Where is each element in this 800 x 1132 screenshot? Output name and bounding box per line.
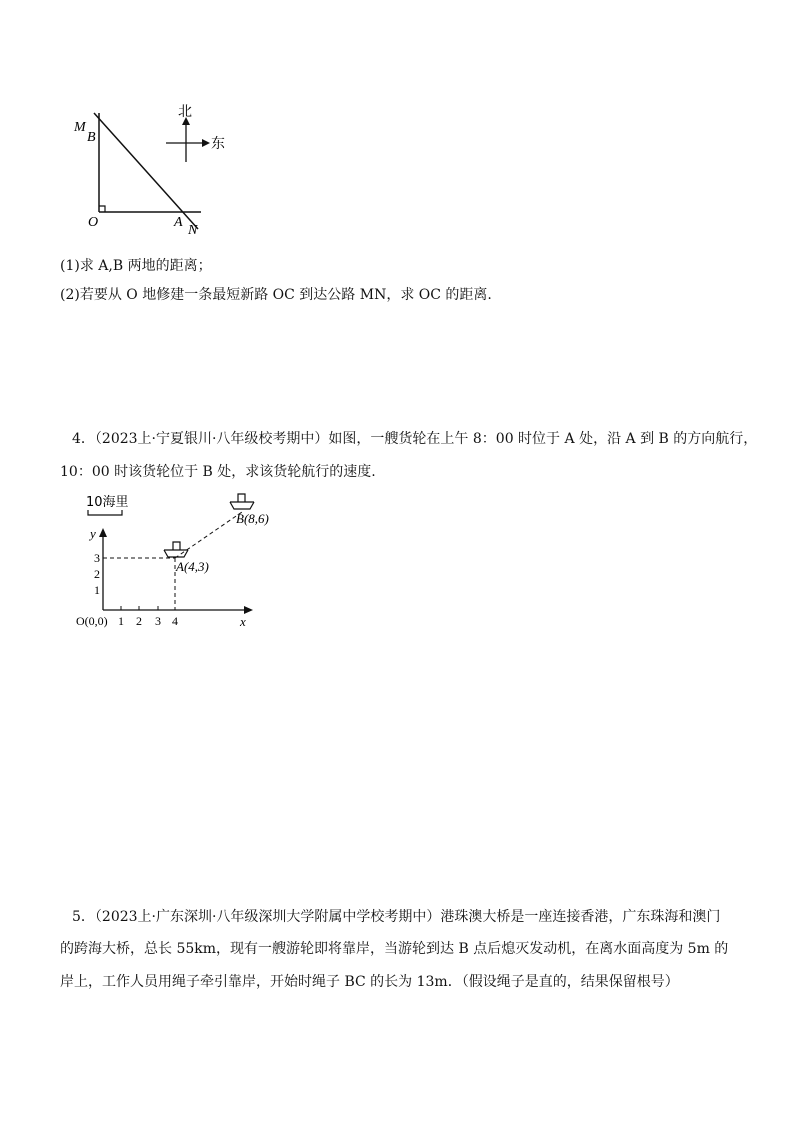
point-a-label: A(4,3) [176, 559, 209, 574]
x-axis-label: x [240, 614, 246, 629]
y-tick-2: 2 [94, 567, 100, 581]
label-a: A [174, 215, 183, 230]
scale-label: 10海里 [86, 495, 129, 510]
x-tick-2: 2 [136, 614, 142, 628]
q4-text-line2: 10：00 时该货轮位于 B 处，求该货轮航行的速度. [60, 464, 376, 480]
y-axis-arrow-icon [99, 528, 107, 537]
ship-b-icon [230, 494, 254, 509]
q5-text-line3: 岸上，工作人员用绳子牵引靠岸，开始时绳子 BC 的长为 13m．（假设绳子是直的，结果保留根号） [60, 974, 679, 990]
point-b-label: B(8,6) [236, 511, 269, 526]
label-m: M [74, 120, 86, 135]
y-tick-3: 3 [94, 551, 100, 565]
scale-bar [88, 510, 122, 515]
coordinate-figure [70, 488, 270, 633]
x-tick-4: 4 [172, 614, 178, 628]
y-axis-label: y [90, 526, 96, 541]
ship-a-icon [164, 542, 188, 557]
q4-text-line1: 4．（2023上·宁夏银川·八年级校考期中）如图，一艘货轮在上午 8：00 时位于 A 处，沿 A 到 B 的方向航行， [72, 431, 758, 447]
label-b: B [87, 130, 96, 145]
compass-east-label: 东 [211, 136, 225, 152]
label-n: N [188, 223, 198, 238]
label-o: O [88, 215, 99, 230]
y-tick-1: 1 [94, 583, 100, 597]
x-tick-1: 1 [118, 614, 124, 628]
east-arrow-icon [202, 139, 210, 147]
q5-text-line2: 的跨海大桥，总长 55km，现有一艘游轮即将靠岸，当游轮到达 B 点后熄灭发动机，在离水面高度为 5m 的 [60, 941, 729, 957]
right-angle-mark [99, 206, 105, 212]
origin-label: O(0,0) [76, 614, 108, 628]
compass-north-label: 北 [178, 104, 192, 120]
q5-text-line1: 5．（2023上·广东深圳·八年级深圳大学附属中学校考期中）港珠澳大桥是一座连接香港，广东珠海和澳门 [72, 909, 721, 925]
x-axis-arrow-icon [244, 606, 253, 614]
triangle-figure [60, 95, 260, 240]
x-tick-3: 3 [155, 614, 161, 628]
q3-part1: (1)求 A,B 两地的距离； [60, 258, 212, 274]
q3-part2: (2)若要从 O 地修建一条最短新路 OC 到达公路 MN，求 OC 的距离. [60, 287, 492, 303]
route-a-to-b [175, 512, 242, 558]
